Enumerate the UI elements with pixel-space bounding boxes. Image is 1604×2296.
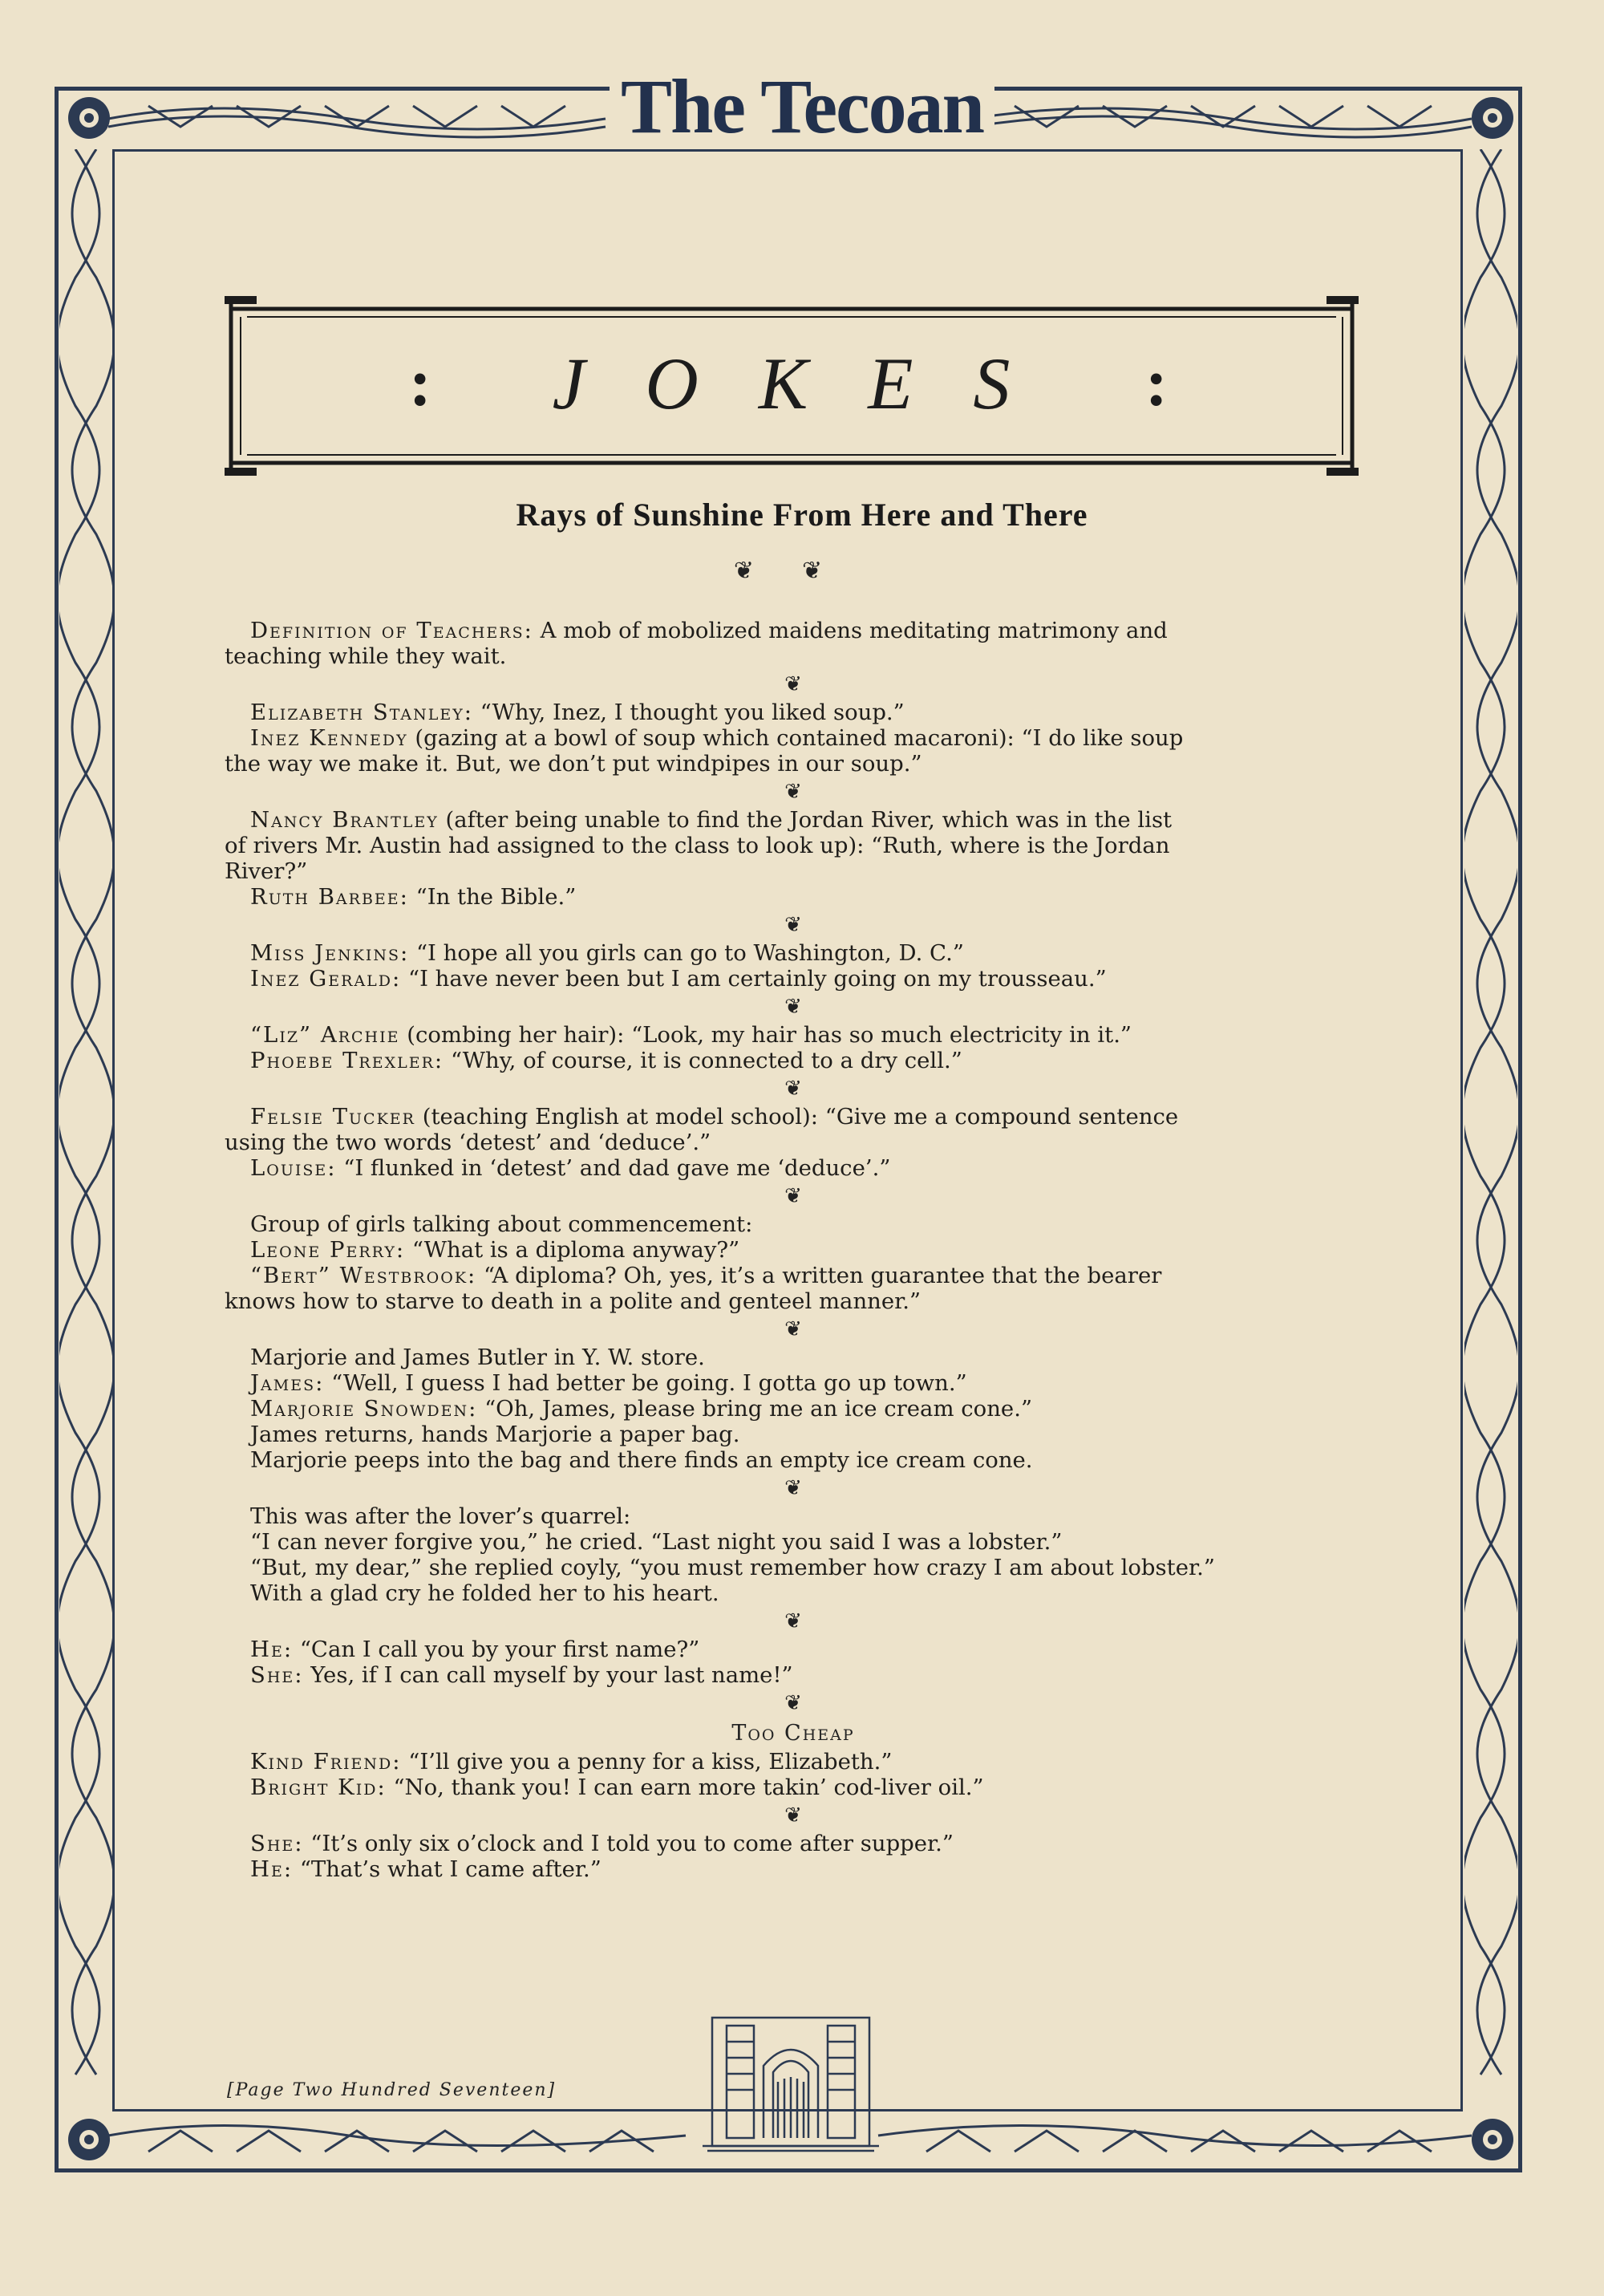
speaker-name: She: [250,1662,304,1688]
speaker-name: Nancy Brantley [250,807,439,833]
line-text: “It’s only six o’clock and I told you to come after supper.” [303,1831,954,1856]
joke-line [225,1155,1362,1181]
line-text: “What is a diploma anyway?” [405,1237,740,1263]
speaker-name: Inez Gerald: [250,966,402,992]
joke-block [225,1345,1362,1473]
line-text: (after being unable to find the Jordan River, which was in the list [438,807,1173,833]
line-text: Group of girls talking about commencement: [250,1211,753,1237]
line-text: “In the Bible.” [408,884,577,910]
joke-line [225,1503,1362,1529]
joke-line [225,1211,1362,1237]
corner-rosette-bottom-left [64,2115,114,2164]
joke-heading: Too Cheap [731,1721,855,1746]
leaf-separator-icon: ❦ [784,1609,802,1633]
speaker-name: Leone Perry: [250,1237,406,1263]
line-text: “Can I call you by your first name?” [293,1637,700,1662]
line-text: James returns, hands Marjorie a paper bag. [250,1422,740,1447]
joke-line [225,1396,1362,1422]
line-continuation: using the two words ‘detest’ and ‘deduce’.” [225,1130,711,1155]
joke-block [225,1637,1362,1688]
leaf-ornament-pair [0,557,1604,585]
line-text: “But, my dear,” she replied coyly, “you must remember how crazy I am about lobster.” [250,1555,1215,1580]
line-text: “I flunked in ‘detest’ and dad gave me ‘deduce’.” [336,1155,891,1181]
joke-line [225,1529,1362,1555]
speaker-name: Kind Friend: [250,1749,402,1775]
joke-line [225,1237,1362,1263]
joke-line [225,807,1362,833]
leaf-separator-icon: ❦ [784,1184,802,1208]
joke-block [225,700,1362,777]
joke-line [225,1447,1362,1473]
speaker-name: Felsie Tucker [250,1104,415,1130]
leaf-icon: ❦ [802,557,871,585]
leaf-separator-icon: ❦ [784,1317,802,1341]
speaker-name: Elizabeth Stanley: [250,700,474,725]
line-text: “No, thank you! I can earn more takin’ cod-liver oil.” [386,1775,984,1800]
masthead [0,63,1604,151]
leaf-separator-icon: ❦ [784,780,802,804]
line-text: “A diploma? Oh, yes, it’s a written guarantee that the bearer [476,1263,1162,1288]
speaker-name: Miss Jenkins: [250,940,410,966]
page-title: J O K E S [552,343,1031,424]
line-text: This was after the lover’s quarrel: [250,1503,631,1529]
line-text: (teaching English at model school): “Give me a compound sentence [415,1104,1179,1130]
joke-line [225,1104,1362,1130]
joke-block [225,618,1362,669]
line-text: (gazing at a bowl of soup which contained macaroni): “I do like soup [407,725,1184,751]
leaf-separator-icon: ❦ [784,1691,802,1715]
page-number-caption: [Page Two Hundred Seventeen] [227,2080,557,2100]
title-box [223,293,1360,479]
speaker-name: He: [250,1856,294,1882]
line-text: “That’s what I came after.” [293,1856,602,1882]
joke-line [225,966,1362,992]
speaker-name: Louise: [250,1155,337,1181]
speaker-name: Ruth Barbee: [250,884,409,910]
joke-line [225,1345,1362,1370]
masthead-text: The Tecoan [610,63,994,149]
joke-block [225,1211,1362,1314]
joke-line [225,1263,1362,1288]
line-continuation: the way we make it. But, we don’t put windpipes in our soup.” [225,751,922,777]
title-colon-right: : [1145,346,1168,420]
right-ornament [1464,149,1517,2111]
joke-line [225,884,1362,910]
line-text: “I’ll give you a penny for a kiss, Elizabeth.” [401,1749,893,1775]
joke-line [225,618,1362,643]
line-text: (combing her hair): “Look, my hair has so much electricity in it.” [399,1022,1132,1048]
joke-line [225,1749,1362,1775]
leaf-separator-icon: ❦ [784,995,802,1019]
speaker-name: Definition of Teachers: [250,618,533,643]
joke-block [225,1022,1362,1073]
line-text: Marjorie peeps into the bag and there finds an empty ice cream cone. [250,1447,1033,1473]
leaf-separator-icon: ❦ [784,1803,802,1827]
line-text: With a glad cry he folded her to his heart. [250,1580,719,1606]
corner-rosette-bottom-right [1468,2115,1517,2164]
joke-line [225,1022,1362,1048]
subtitle: Rays of Sunshine From Here and There [516,497,1088,533]
line-continuation: of rivers Mr. Austin had assigned to the class to look up): “Ruth, where is the Jordan [225,833,1170,858]
speaker-name: Bright Kid: [250,1775,387,1800]
line-text: Yes, if I can call myself by your last name!” [303,1662,793,1688]
speaker-name: Phoebe Trexler: [250,1048,444,1073]
line-text: “I can never forgive you,” he cried. “Last night you said I was a lobster.” [250,1529,1063,1555]
speaker-name: Inez Kennedy [250,725,408,751]
joke-line [225,1831,1362,1856]
joke-line [225,700,1362,725]
line-text: “I have never been but I am certainly going on my trousseau.” [401,966,1107,992]
joke-block [225,807,1362,910]
joke-block [225,1104,1362,1181]
joke-line [225,1422,1362,1447]
speaker-name: She: [250,1831,304,1856]
joke-line [225,1370,1362,1396]
speaker-name: Marjorie Snowden: [250,1396,478,1422]
joke-block [225,1503,1362,1606]
speaker-name: “Bert” Westbrook: [250,1263,477,1288]
line-text: “Why, of course, it is connected to a dry cell.” [444,1048,962,1073]
speaker-name: He: [250,1637,294,1662]
jokes-list [225,618,1362,1882]
line-continuation: knows how to starve to death in a polite and genteel manner.” [225,1288,921,1314]
leaf-separator-icon: ❦ [784,672,802,696]
title-colon-left: : [409,346,431,420]
line-continuation: River?” [225,858,308,884]
leaf-separator-icon: ❦ [784,913,802,937]
line-text: Marjorie and James Butler in Y. W. store. [250,1345,705,1370]
line-text: A mob of mobolized maidens meditating matrimony and [533,618,1168,643]
leaf-separator-icon: ❦ [784,1077,802,1101]
speaker-name: James: [250,1370,325,1396]
line-text: “Well, I guess I had better be going. I gotta go up town.” [324,1370,967,1396]
joke-block [225,940,1362,992]
joke-line [225,1637,1362,1662]
line-text: “I hope all you girls can go to Washington, D. C.” [409,940,964,966]
joke-block [225,1718,1362,1800]
joke-line [225,1555,1362,1580]
joke-line [225,940,1362,966]
left-ornament [59,149,112,2111]
joke-block [225,1831,1362,1882]
leaf-separator-icon: ❦ [784,1476,802,1500]
joke-line [225,1775,1362,1800]
line-text: “Oh, James, please bring me an ice cream cone.” [477,1396,1033,1422]
joke-line [225,1048,1362,1073]
joke-line [225,725,1362,751]
line-text: “Why, Inez, I thought you liked soup.” [473,700,905,725]
joke-line [225,1662,1362,1688]
speaker-name: “Liz” Archie [250,1022,400,1048]
line-continuation: teaching while they wait. [225,643,507,669]
joke-line [225,1580,1362,1606]
leaf-icon: ❦ [733,557,802,585]
doorway-illustration [703,2010,879,2154]
joke-line [225,1856,1362,1882]
